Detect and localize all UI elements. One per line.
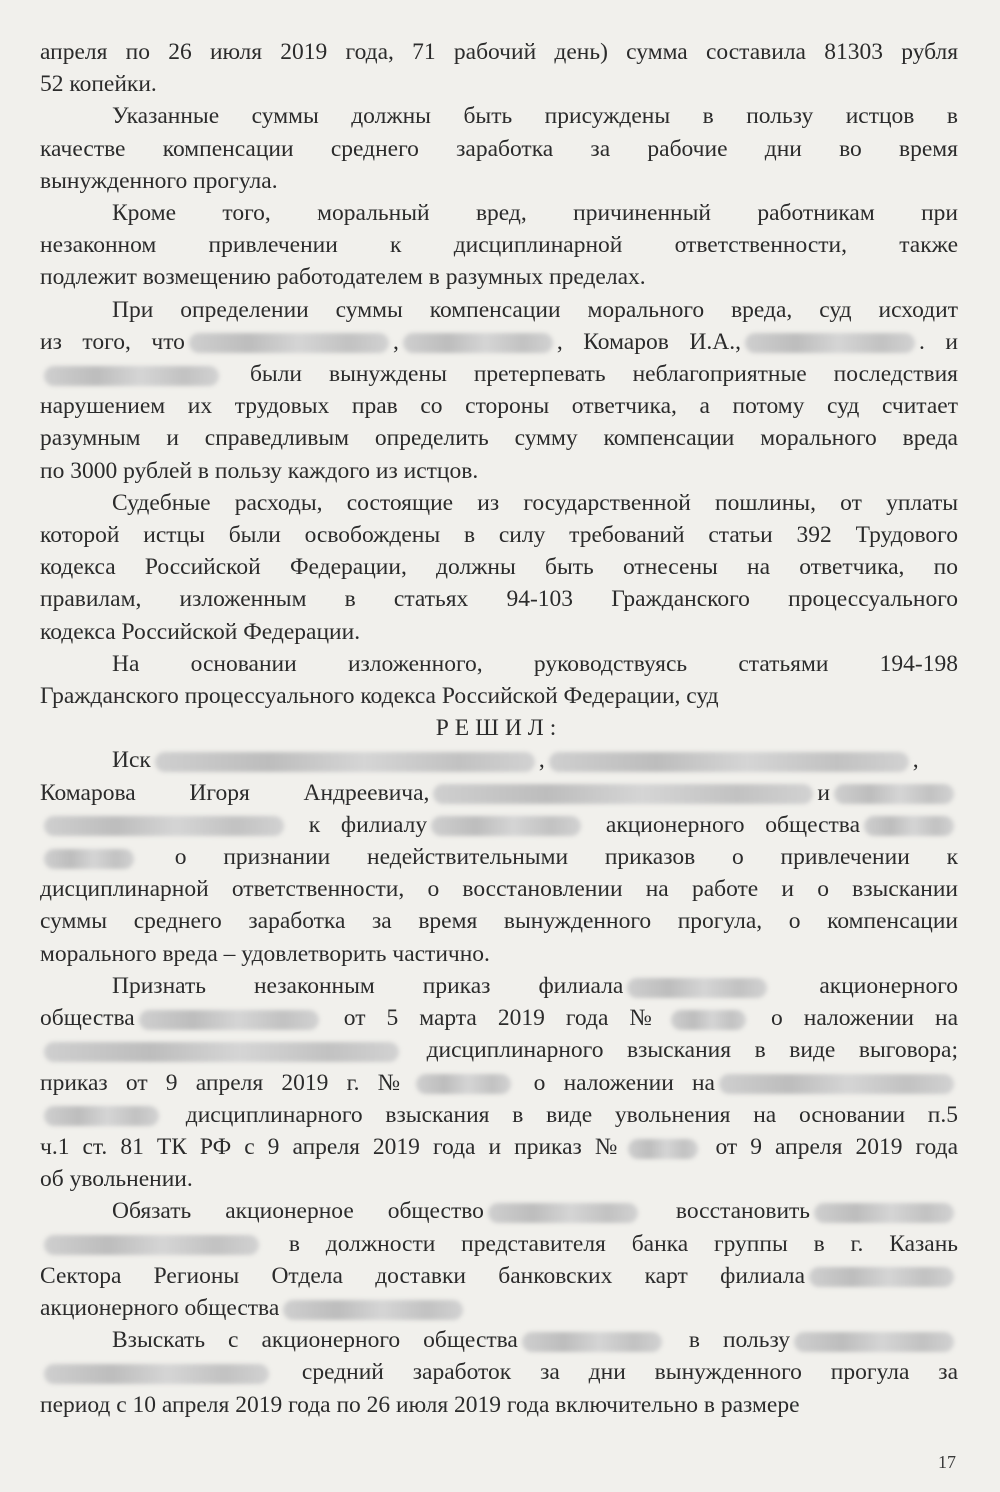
text-line [40, 744, 958, 776]
text-line [40, 519, 958, 551]
redacted-text [431, 816, 581, 836]
text-line [40, 455, 958, 487]
text-segment: от 5 марта 2019 года № [322, 1005, 667, 1032]
redacted-text [834, 784, 954, 804]
document-text [40, 36, 958, 1421]
redacted-text [809, 1267, 954, 1287]
text-line [40, 1131, 958, 1163]
text-segment: в должности представителя банка группы в г. Казань [263, 1230, 958, 1257]
text-line [40, 422, 958, 454]
text-segment: дисциплинарной ответственности, о восстановлении на работе и о взыскании [40, 876, 958, 903]
redacted-text [488, 1203, 638, 1223]
text-line [40, 1389, 958, 1421]
text-segment: качестве компенсации среднего заработка за рабочие дни во время [40, 135, 958, 162]
text-segment: Кроме того, моральный вред, причиненный работникам при [112, 200, 958, 227]
text-line [40, 294, 958, 326]
text-line [40, 390, 958, 422]
text-segment: и [817, 779, 830, 806]
redacted-text [44, 816, 284, 836]
redacted-text [44, 1042, 399, 1062]
text-segment: к филиалу [288, 811, 428, 838]
text-line [40, 165, 958, 197]
text-segment: . и [918, 328, 958, 355]
text-line [40, 1067, 958, 1099]
text-segment: вынужденного прогула. [40, 167, 278, 194]
redacted-text [189, 333, 389, 353]
text-segment: Признать незаконным приказ филиала [112, 972, 624, 999]
text-segment: кодекса Российской Федерации. [40, 618, 361, 645]
text-line [40, 487, 958, 519]
text-segment: о признании недействительными приказов о привлечении к [138, 844, 958, 871]
text-line [40, 1195, 958, 1227]
decision-heading [40, 712, 958, 744]
text-line [40, 1324, 958, 1356]
text-line [40, 261, 958, 293]
text-line [40, 648, 958, 680]
redacted-text [628, 1139, 698, 1159]
text-segment: из того, что [40, 328, 185, 355]
text-segment: апреля по 26 июля 2019 года, 71 рабочий день) сумма составила 81303 рубля [40, 39, 958, 65]
text-line [40, 1002, 958, 1034]
text-line [40, 1034, 958, 1066]
text-line [40, 777, 958, 809]
text-line [40, 36, 958, 68]
text-segment: морального вреда – удовлетворить частично. [40, 940, 490, 967]
text-segment: , [912, 747, 919, 774]
text-line [40, 970, 958, 1002]
text-line [40, 809, 958, 841]
text-segment: дисциплинарного взыскания в виде выговора; [403, 1037, 958, 1064]
text-line [40, 197, 958, 229]
redacted-text [403, 333, 553, 353]
text-line [40, 229, 958, 261]
text-segment: средний заработок за дни вынужденного прогула за [273, 1359, 958, 1386]
redacted-text [283, 1300, 463, 1320]
text-segment: Комарова Игоря Андреевича, [40, 779, 430, 806]
text-segment: акционерного [771, 972, 958, 999]
text-segment: подлежит возмещению работодателем в разумных пределах. [40, 264, 646, 291]
text-segment: период с 10 апреля 2019 года по 26 июля 2019 года включительно в размере [40, 1391, 800, 1418]
redacted-text [745, 333, 915, 353]
text-segment: РЕШИЛ: [435, 715, 563, 742]
redacted-text [155, 752, 535, 772]
text-segment: были вынуждены претерпевать неблагоприятные последствия [223, 361, 958, 388]
text-line [40, 583, 958, 615]
text-segment: 52 копейки. [40, 71, 157, 98]
page-number: 17 [938, 1452, 956, 1472]
text-segment: акционерного общества [40, 1294, 280, 1321]
text-line [40, 616, 958, 648]
text-segment: нарушением их трудовых прав со стороны ответчика, а потому суд считает [40, 393, 958, 420]
text-segment: по 3000 рублей в пользу каждого из истцов. [40, 457, 479, 484]
text-segment: восстановить [641, 1198, 811, 1225]
text-segment: На основании изложенного, руководствуясь статьями 194-198 [112, 650, 958, 677]
redacted-text [671, 1010, 746, 1030]
redacted-text [627, 978, 767, 998]
text-line [40, 358, 958, 390]
text-segment: Обязать акционерное общество [112, 1198, 484, 1225]
text-line [40, 133, 958, 165]
redacted-text [44, 366, 219, 386]
text-line [40, 1356, 958, 1388]
redacted-text [139, 1010, 319, 1030]
redacted-text [814, 1203, 954, 1223]
text-segment: от 9 апреля 2019 года [702, 1133, 958, 1160]
text-segment: дисциплинарного взыскания в виде увольнения на основании п.5 [163, 1101, 958, 1128]
text-line [40, 1260, 958, 1292]
text-segment: суммы среднего заработка за время вынужденного прогула, о компенсации [40, 908, 958, 935]
redacted-text [44, 1106, 159, 1126]
redacted-text [864, 816, 954, 836]
text-segment: , Комаров И.А., [556, 328, 741, 355]
text-segment: общества [40, 1005, 135, 1032]
text-segment: Иск [112, 747, 151, 774]
text-segment: о наложении на [749, 1005, 958, 1032]
text-line [40, 841, 958, 873]
text-line [40, 873, 958, 905]
text-line [40, 326, 958, 358]
text-line [40, 551, 958, 583]
text-line [40, 905, 958, 937]
text-segment: которой истцы были освобождены в силу требований статьи 392 Трудового [40, 522, 958, 549]
redacted-text [522, 1332, 662, 1352]
text-segment: правилам, изложенным в статьях 94-103 Гражданского процессуального [40, 586, 958, 613]
redacted-text [44, 849, 134, 869]
text-segment: , [392, 328, 399, 355]
text-segment: При определении суммы компенсации морального вреда, суд исходит [112, 296, 958, 323]
redacted-text [416, 1074, 511, 1094]
text-segment: кодекса Российской Федерации, должны быть отнесены на ответчика, по [40, 554, 958, 581]
text-line [40, 680, 958, 712]
redacted-text [794, 1332, 954, 1352]
text-segment: Указанные суммы должны быть присуждены в пользу истцов в [112, 103, 958, 130]
redacted-text [433, 784, 813, 804]
text-line [40, 1228, 958, 1260]
text-segment: незаконном привлечении к дисциплинарной ответственности, также [40, 232, 958, 259]
text-segment: , [538, 747, 545, 774]
text-line [40, 1099, 958, 1131]
text-segment: о наложении на [515, 1069, 715, 1096]
text-line [40, 68, 958, 100]
text-segment: Судебные расходы, состоящие из государственной пошлины, от уплаты [112, 489, 958, 516]
text-line [40, 100, 958, 132]
text-segment: разумным и справедливым определить сумму компенсации морального вреда [40, 425, 958, 452]
text-segment: акционерного общества [585, 811, 861, 838]
text-segment: об увольнении. [40, 1166, 193, 1193]
redacted-text [44, 1364, 269, 1384]
redacted-text [549, 752, 909, 772]
redacted-text [44, 1235, 259, 1255]
text-segment: ч.1 ст. 81 ТК РФ с 9 апреля 2019 года и приказ № [40, 1133, 625, 1160]
text-line [40, 1292, 958, 1324]
text-segment: приказ от 9 апреля 2019 г. № [40, 1069, 413, 1096]
text-segment: Сектора Регионы Отдела доставки банковских карт филиала [40, 1262, 805, 1289]
redacted-text [719, 1074, 954, 1094]
text-segment: Взыскать с акционерного общества [112, 1327, 518, 1354]
text-segment: в пользу [665, 1327, 790, 1354]
text-line [40, 1163, 958, 1195]
text-segment: Гражданского процессуального кодекса Российской Федерации, суд [40, 683, 719, 710]
text-line [40, 938, 958, 970]
